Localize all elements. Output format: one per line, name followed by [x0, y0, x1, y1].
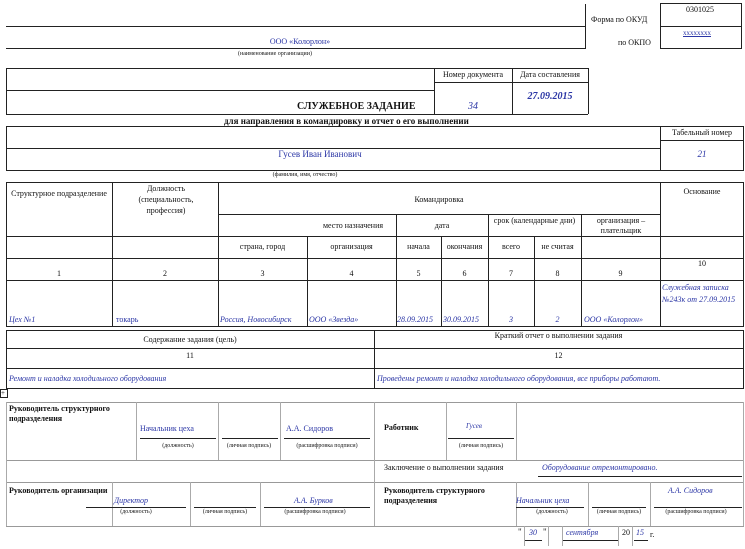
row-excl: 2	[555, 315, 560, 324]
caption-position-3: (должность)	[536, 509, 568, 515]
head-org-name: А.А. Бурков	[294, 496, 333, 505]
conclusion-text: Оборудование отремонтировано.	[542, 463, 658, 472]
head-unit-name: А.А. Сидоров	[286, 424, 334, 433]
col-term: срок (календарные дни)	[493, 216, 576, 225]
col-num-10: 10	[698, 259, 706, 268]
col-num-8: 8	[555, 269, 560, 278]
col-start: начала	[407, 242, 430, 251]
col-dept: Структурное подразделение	[11, 189, 107, 198]
col-end: окончания	[446, 242, 483, 251]
col-num-4: 4	[349, 269, 354, 278]
col-country-city: страна, город	[239, 242, 286, 251]
task-report: Проведены ремонт и наладка холодильного оборудования, все приборы работают.	[377, 374, 661, 383]
row-city: Россия, Новосибирск	[220, 315, 292, 324]
col-position: Должность (специальность, профессия)	[138, 184, 194, 215]
doc-date: 27.09.2015	[527, 91, 573, 102]
task-num-11: 11	[186, 351, 194, 360]
doc-number-label: Номер документа	[442, 70, 503, 79]
date-quote-close: "	[543, 527, 547, 537]
row-payer: ООО «Колорлон»	[584, 315, 643, 324]
col-num-9: 9	[618, 269, 623, 278]
caption-signature-2: (личная подпись)	[202, 509, 248, 515]
caption-decoding-3: (расшифровка подписи)	[665, 509, 727, 515]
date-day: 30	[529, 528, 537, 537]
date-suffix: г.	[650, 530, 655, 539]
org-caption: (наименование организации)	[238, 51, 312, 57]
okud-label: Форма по ОКУД	[591, 15, 648, 24]
date-month: сентября	[566, 528, 599, 537]
task-content-label: Содержание задания (цель)	[143, 335, 237, 344]
head-unit2-position: Начальник цеха	[516, 496, 570, 505]
okpo-value: xxxxxxxx	[683, 29, 711, 37]
row-end: 30.09.2015	[443, 315, 479, 324]
row-dept: Цех №1	[9, 315, 36, 324]
task-content: Ремонт и наладка холодильного оборудования	[9, 374, 167, 383]
doc-title: СЛУЖЕБНОЕ ЗАДАНИЕ	[297, 101, 416, 112]
col-num-1: 1	[57, 269, 61, 278]
org-name: ООО «Колорлон»	[269, 37, 331, 46]
row-start: 28.09.2015	[397, 315, 433, 324]
col-num-7: 7	[509, 269, 513, 278]
date-quote-open: "	[518, 527, 522, 537]
head-org-label: Руководитель организации	[9, 486, 108, 495]
row-basis: Служебная записка №243к от 27.09.2015	[662, 283, 736, 304]
caption-position-1: (должность)	[162, 443, 194, 449]
date-year: 15	[636, 528, 644, 537]
col-num-6: 6	[462, 269, 467, 278]
employee-name: Гусев Иван Иванович	[278, 149, 362, 159]
caption-decoding-2: (расшифровка подписи)	[284, 509, 346, 515]
col-org: организация	[330, 242, 373, 251]
col-trip: Командировка	[414, 195, 464, 204]
task-report-label: Краткий отчет о выполнении задания	[494, 331, 623, 340]
col-destination: место назначения	[322, 221, 384, 230]
worker-label: Работник	[384, 423, 419, 432]
col-total: всего	[501, 242, 520, 251]
caption-position-2: (должность)	[120, 509, 152, 515]
caption-signature-worker: (личная подпись)	[458, 443, 504, 449]
doc-subtitle: для направления в командировку и отчет о его выполнении	[224, 116, 469, 126]
okud-code: 0301025	[686, 5, 714, 14]
doc-date-label: Дата составления	[520, 70, 580, 79]
head-org-position: Директор	[114, 496, 149, 505]
caption-signature-3: (личная подпись)	[596, 509, 642, 515]
date-year-prefix: 20	[622, 528, 630, 537]
tab-number: 21	[697, 149, 707, 159]
tab-number-label: Табельный номер	[671, 128, 733, 137]
col-date: дата	[434, 221, 450, 230]
conclusion-label: Заключение о выполнении задания	[384, 463, 504, 472]
doc-number: 34	[468, 101, 478, 112]
col-num-5: 5	[416, 269, 421, 278]
col-num-2: 2	[163, 269, 167, 278]
okpo-label: по ОКПО	[618, 38, 651, 47]
head-unit-position: Начальник цеха	[140, 424, 194, 433]
task-num-12: 12	[554, 351, 563, 360]
col-basis: Основание	[683, 187, 721, 196]
worker-signature: Гусев	[466, 422, 482, 430]
row-total: 3	[509, 315, 513, 324]
head-unit2-label: Руководитель структурного подразделения	[384, 486, 485, 505]
col-excl: не считая	[541, 242, 574, 251]
col-payer: организация – плательщик	[596, 216, 646, 235]
head-unit-label: Руководитель структурного подразделения	[9, 404, 110, 423]
anchor-icon: +	[0, 389, 8, 398]
row-position: токарь	[116, 315, 139, 324]
caption-decoding-1: (расшифровка подписи)	[296, 443, 358, 449]
employee-caption: (фамилия, имя, отчество)	[272, 172, 338, 178]
col-num-3: 3	[260, 269, 265, 278]
row-org: ООО «Звезда»	[309, 315, 359, 324]
head-unit2-name: А.А. Сидоров	[668, 486, 713, 495]
caption-signature-1: (личная подпись)	[226, 443, 272, 449]
